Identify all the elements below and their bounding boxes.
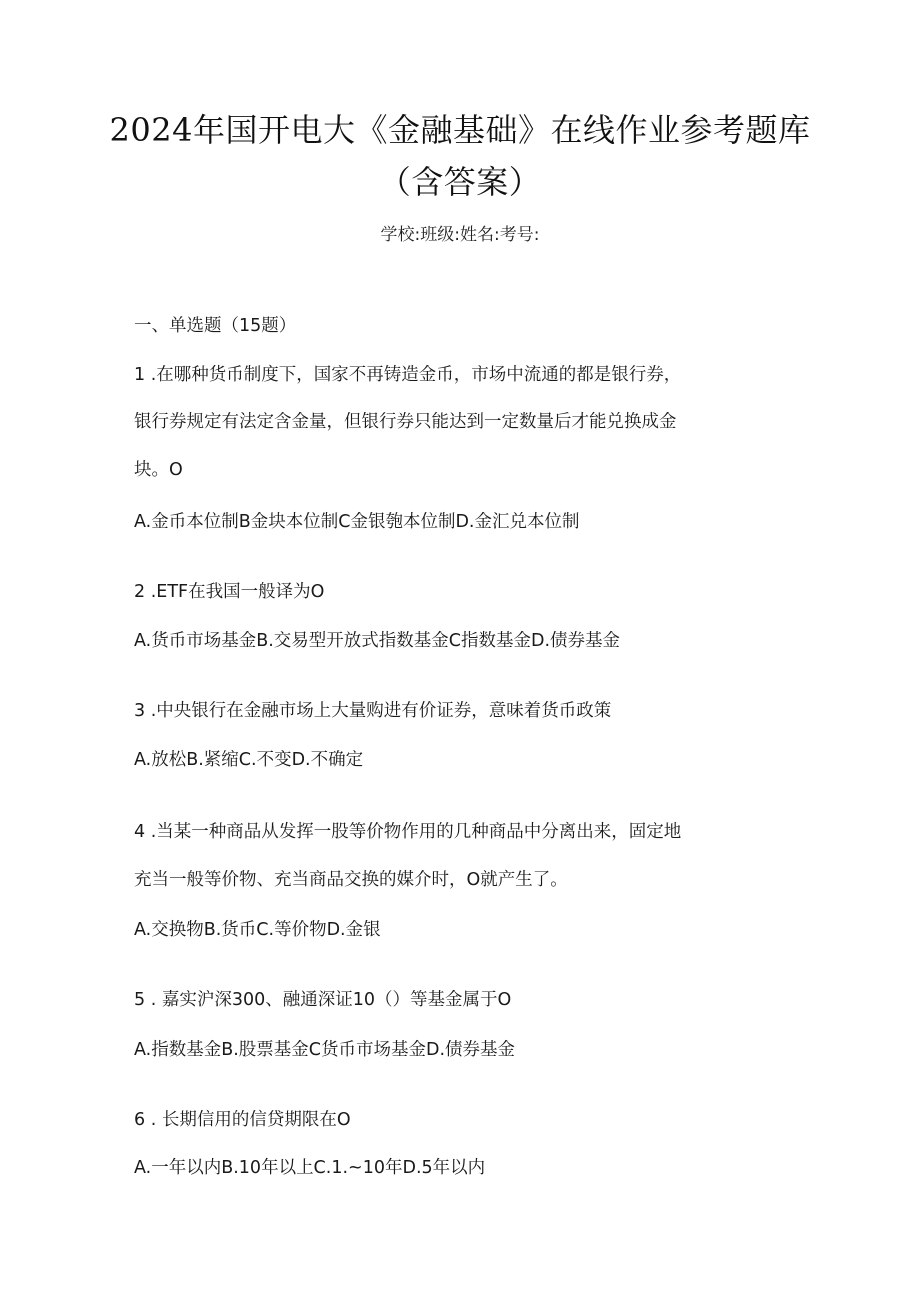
- question-5-options: A.指数基金B.股票基金C货币市场基金D.债券基金: [134, 1040, 516, 1060]
- question-6-options: A.一年以内B.10年以上C.1.~10年D.5年以内: [134, 1158, 486, 1178]
- question-1-options: A.金币本位制B金块本位制C金银匏本位制D.金汇兑本位制: [134, 512, 580, 532]
- question-2-options: A.货币市场基金B.交易型开放式指数基金C指数基金D.债券基金: [134, 631, 621, 651]
- question-4-line-1: 4 .当某一种商品从发挥一股等价物作用的几种商品中分离出来，固定地: [134, 822, 682, 842]
- student-info-line: 学校:班级:姓名:考号:: [380, 225, 540, 245]
- question-1-line-1: 1 .在哪种货币制度下，国家不再铸造金币，市场中流通的都是银行券，: [134, 365, 682, 385]
- question-1-line-2: 银行券规定有法定含金量，但银行券只能达到一定数量后才能兑换成金: [134, 412, 677, 432]
- question-4-options: A.交换物B.货币C.等价物D.金银: [134, 920, 381, 940]
- section-heading: 一、单选题（15题）: [134, 316, 297, 336]
- question-3-options: A.放松B.紧缩C.不变D.不确定: [134, 750, 364, 770]
- question-2-line-1: 2 .ETF在我国一般译为O: [134, 582, 325, 602]
- question-3-line-1: 3 .中央银行在金融市场上大量购进有价证券，意味着货币政策: [134, 701, 612, 721]
- question-4-line-2: 充当一般等价物、充当商品交换的媒介时，O就产生了。: [134, 870, 568, 890]
- question-5-line-1: 5 . 嘉实沪深300、融通深证10（）等基金属于O: [134, 990, 512, 1010]
- question-1-line-3: 块。O: [134, 460, 183, 480]
- question-6-line-1: 6 . 长期信用的信贷期限在O: [134, 1110, 351, 1130]
- document-title: 2024年国开电大《金融基础》在线作业参考题库（含答案）: [109, 111, 811, 201]
